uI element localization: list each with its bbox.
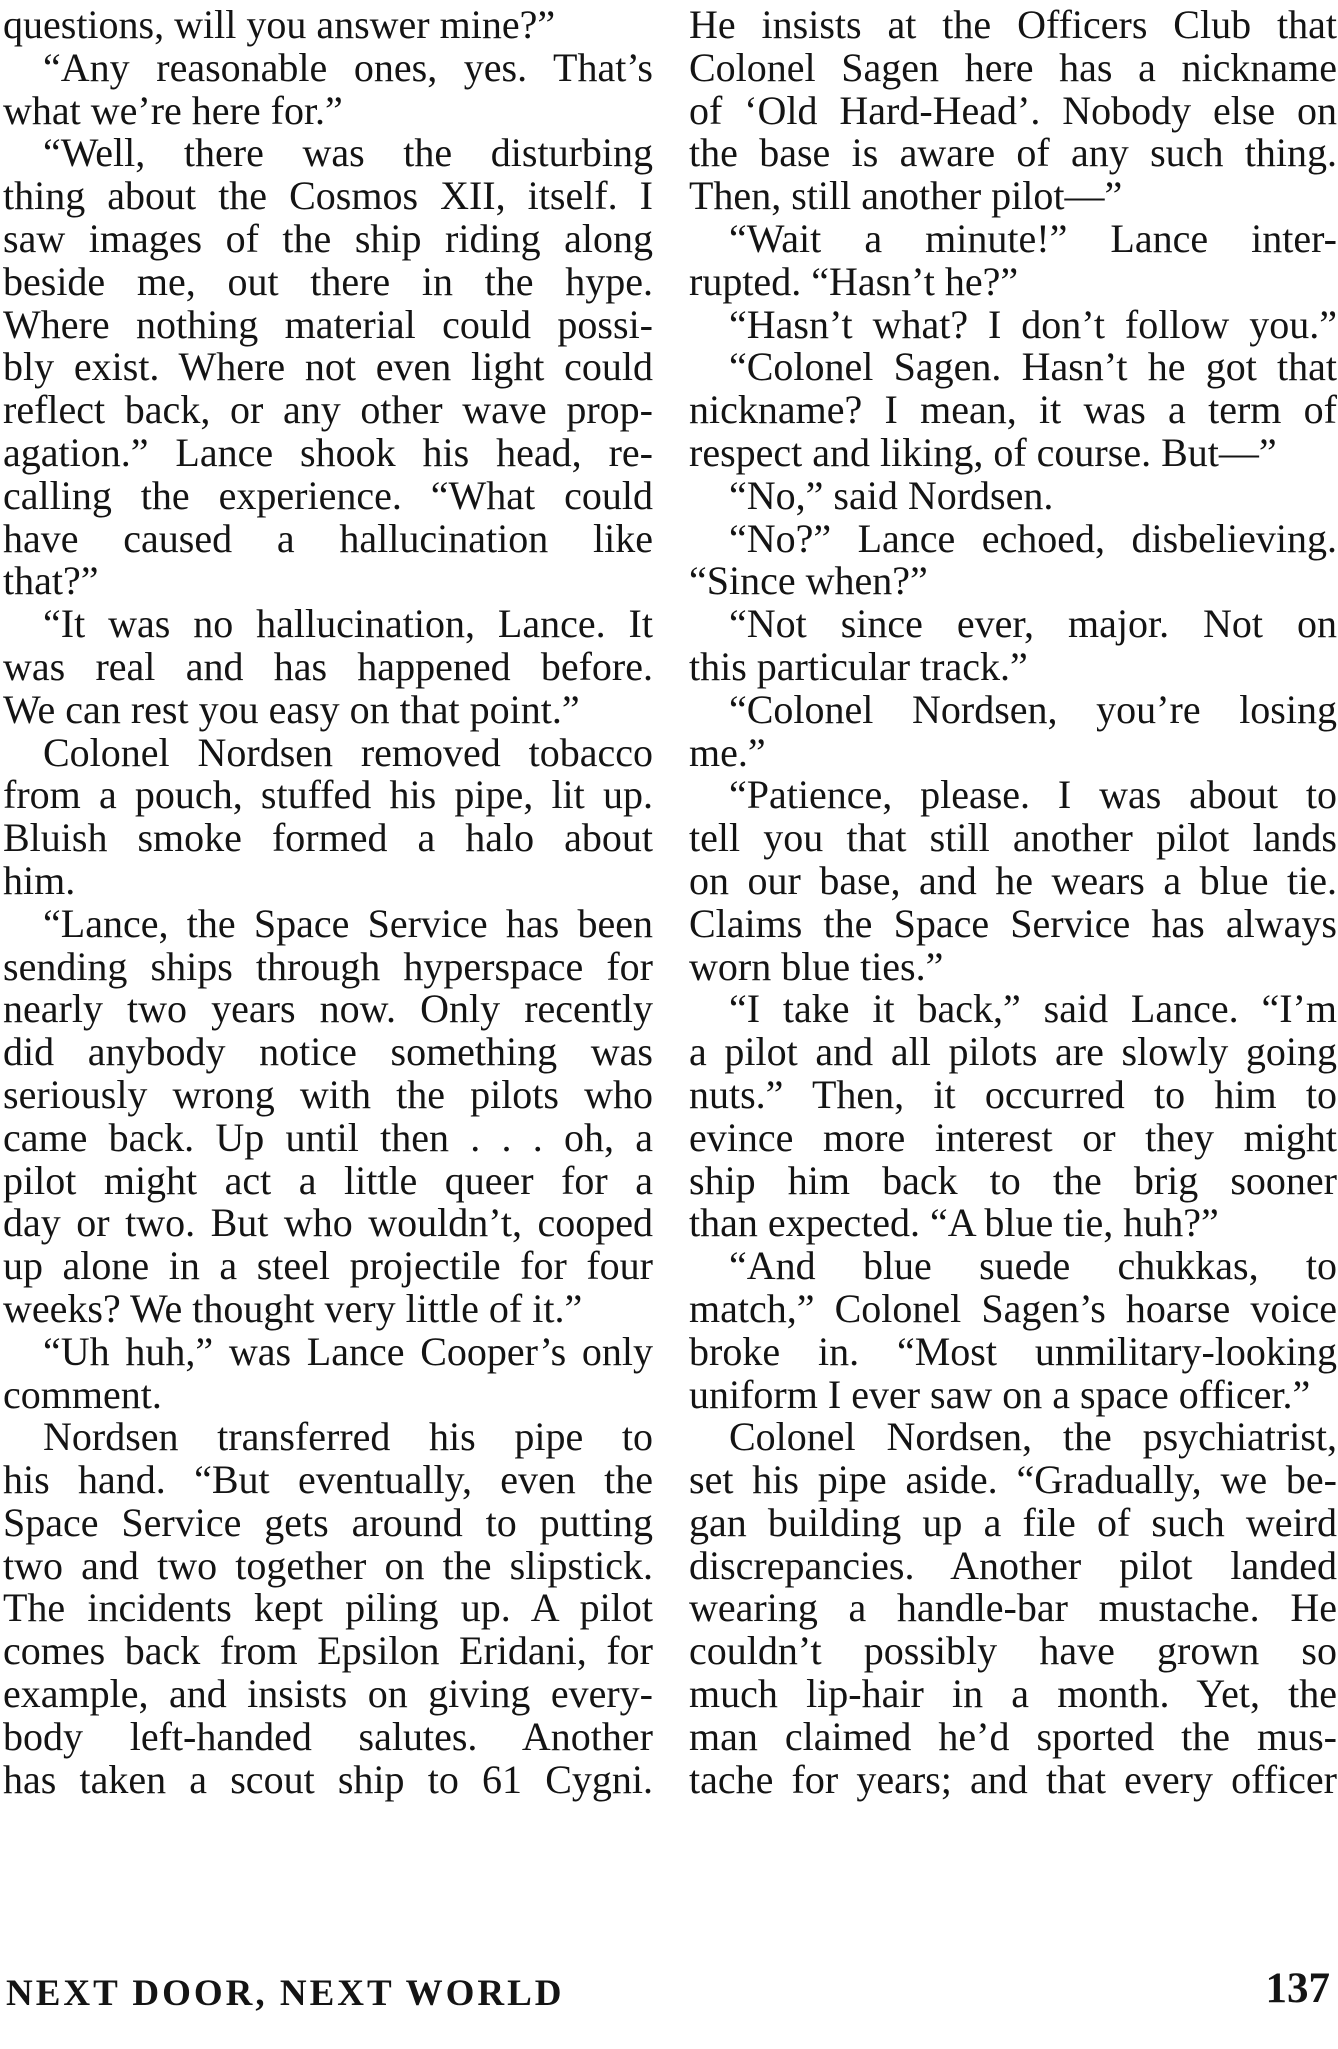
- text-line: nickname? I mean, it was a term of: [689, 387, 1337, 433]
- text-line: tache for years; and that every officer: [689, 1756, 1337, 1802]
- text-line: have caused a hallucination like: [3, 515, 653, 561]
- text-line: beside me, out there in the hype.: [3, 258, 653, 304]
- text-line: pilot might act a little queer for a: [3, 1157, 653, 1203]
- text-line: “Hasn’t what? I don’t follow you.”: [729, 301, 1337, 347]
- text-line: “Well, there was the disturbing: [43, 130, 653, 176]
- text-line: Nordsen transferred his pipe to: [43, 1414, 653, 1460]
- text-line: nuts.” Then, it occurred to him to: [689, 1071, 1337, 1117]
- text-line: sending ships through hyperspace for: [3, 943, 653, 989]
- text-line: Then, still another pilot—”: [689, 173, 1123, 219]
- text-line: example, and insists on giving every-: [3, 1671, 653, 1717]
- text-line: that?”: [3, 558, 99, 604]
- text-line: couldn’t possibly have grown so: [689, 1628, 1337, 1674]
- text-line: “Patience, please. I was about to: [729, 772, 1337, 818]
- page-footer: [6, 1960, 1330, 2020]
- page-number: 137: [1265, 1965, 1330, 2012]
- text-line: what we’re here for.”: [3, 87, 343, 133]
- text-line: Colonel Sagen here has a nickname: [689, 44, 1337, 90]
- text-line: tell you that still another pilot lands: [689, 815, 1337, 861]
- text-line: this particular track.”: [689, 643, 1028, 689]
- text-line: “Lance, the Space Service has been: [43, 900, 653, 946]
- text-line: body left-handed salutes. Another: [3, 1713, 653, 1759]
- text-line: two and two together on the slipstick.: [3, 1542, 653, 1588]
- text-line: gan building up a file of such weird: [689, 1499, 1337, 1545]
- text-line: the base is aware of any such thing.: [689, 130, 1337, 176]
- text-line: “No?” Lance echoed, disbelieving.: [729, 515, 1337, 561]
- text-line: seriously wrong with the pilots who: [3, 1071, 653, 1117]
- text-line: wearing a handle-bar mustache. He: [689, 1585, 1337, 1631]
- text-line: his hand. “But eventually, even the: [3, 1457, 653, 1503]
- text-line: “I take it back,” said Lance. “I’m: [729, 986, 1337, 1032]
- text-line: comes back from Epsilon Eridani, for: [3, 1628, 653, 1674]
- text-line: him.: [3, 857, 76, 903]
- text-line: “Not since ever, major. Not on: [729, 601, 1337, 647]
- text-line: “Uh huh,” was Lance Cooper’s only: [43, 1328, 653, 1374]
- text-line: of ‘Old Hard-Head’. Nobody else on: [689, 87, 1337, 133]
- text-line: has taken a scout ship to 61 Cygni.: [3, 1756, 653, 1802]
- text-line: Colonel Nordsen, the psychiatrist,: [729, 1414, 1337, 1460]
- text-line: questions, will you answer mine?”: [3, 2, 556, 47]
- text-line: calling the experience. “What could: [3, 472, 653, 518]
- text-line: me.”: [689, 729, 766, 775]
- text-line: up alone in a steel projectile for four: [3, 1243, 653, 1289]
- text-line: We can rest you easy on that point.”: [3, 686, 580, 732]
- text-line: “And blue suede chukkas, to: [729, 1243, 1337, 1289]
- text-line: reflect back, or any other wave prop-: [3, 387, 653, 433]
- text-line: bly exist. Where not even light could: [3, 344, 653, 390]
- text-line: was real and has happened before.: [3, 643, 653, 689]
- text-line: broke in. “Most unmilitary-looking: [689, 1328, 1337, 1374]
- text-line: “It was no hallucination, Lance. It: [43, 601, 653, 647]
- text-line: from a pouch, stuffed his pipe, lit up.: [3, 772, 653, 818]
- text-line: set his pipe aside. “Gradually, we be-: [689, 1457, 1337, 1503]
- text-line: He insists at the Officers Club that: [689, 2, 1337, 47]
- text-line: rupted. “Hasn’t he?”: [689, 258, 1019, 304]
- text-column-right: [689, 4, 1337, 1801]
- text-line: on our base, and he wears a blue tie.: [689, 857, 1337, 903]
- text-line: Colonel Nordsen removed tobacco: [43, 729, 653, 775]
- text-line: weeks? We thought very little of it.”: [3, 1285, 583, 1331]
- text-line: evince more interest or they might: [689, 1114, 1337, 1160]
- text-line: did anybody notice something was: [3, 1029, 653, 1075]
- text-line: man claimed he’d sported the mus-: [689, 1713, 1337, 1759]
- text-line: Bluish smoke formed a halo about: [3, 815, 653, 861]
- text-line: much lip-hair in a month. Yet, the: [689, 1671, 1337, 1717]
- text-line: a pilot and all pilots are slowly going: [689, 1029, 1337, 1075]
- text-line: Space Service gets around to putting: [3, 1499, 653, 1545]
- text-line: match,” Colonel Sagen’s hoarse voice: [689, 1285, 1337, 1331]
- text-line: “Any reasonable ones, yes. That’s: [43, 44, 653, 90]
- text-line: worn blue ties.”: [689, 943, 944, 989]
- text-line: “No,” said Nordsen.: [729, 472, 1054, 518]
- running-title: NEXT DOOR, NEXT WORLD: [6, 1973, 565, 2014]
- text-line: day or two. But who wouldn’t, cooped: [3, 1200, 653, 1246]
- text-line: “Colonel Sagen. Hasn’t he got that: [729, 344, 1337, 390]
- text-line: thing about the Cosmos XII, itself. I: [3, 173, 653, 219]
- text-line: respect and liking, of course. But—”: [689, 429, 1277, 475]
- text-line: Claims the Space Service has always: [689, 900, 1337, 946]
- text-line: “Since when?”: [689, 558, 928, 604]
- text-line: The incidents kept piling up. A pilot: [3, 1585, 653, 1631]
- text-line: nearly two years now. Only recently: [3, 986, 653, 1032]
- text-line: Where nothing material could possi-: [3, 301, 653, 347]
- text-line: agation.” Lance shook his head, re-: [3, 429, 653, 475]
- text-column-left: [3, 4, 653, 1801]
- text-line: came back. Up until then . . . oh, a: [3, 1114, 653, 1160]
- text-line: uniform I ever saw on a space officer.”: [689, 1371, 1311, 1417]
- text-line: than expected. “A blue tie, huh?”: [689, 1200, 1219, 1246]
- text-line: “Colonel Nordsen, you’re losing: [729, 686, 1337, 732]
- text-line: comment.: [3, 1371, 162, 1417]
- text-line: discrepancies. Another pilot landed: [689, 1542, 1337, 1588]
- text-line: saw images of the ship riding along: [3, 215, 653, 261]
- text-line: “Wait a minute!” Lance inter-: [729, 215, 1337, 261]
- text-line: ship him back to the brig sooner: [689, 1157, 1337, 1203]
